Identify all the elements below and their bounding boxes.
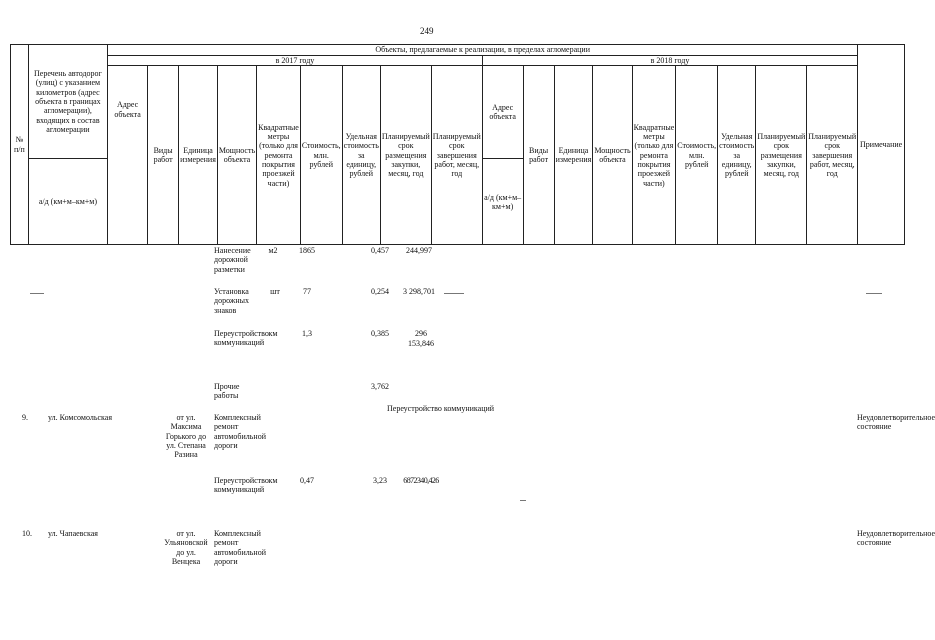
col-sqm-2018: Квадратные метры (только для ремонта покрытия проезжей части) [632,66,676,245]
r9-capacity: 0,47 [300,476,314,485]
col-num-header: № п/п [11,45,29,245]
markup-cost: 0,457 [371,246,389,255]
markup-unit-cost: 244,997 [406,246,432,255]
r10-num: 10. [22,529,32,538]
section-label: Переустройство коммуникаций [387,404,495,413]
col-note-header: Примечание [858,45,905,245]
utilities-cost: 0,385 [371,329,389,338]
col-ad-2018: а/д (км+м–км+м) [482,159,523,245]
markup-work: Нанесение дорожной разметки [214,246,251,274]
signs-cost: 0,254 [371,287,389,296]
col-capacity-2018: Мощность объекта [593,66,632,245]
r9-street: ул. Комсомольская [48,413,113,422]
col-unit-2018: Единица измерения [554,66,593,245]
col-plan-finish-2017: Планируемый срок завершения работ, месяц, год [431,66,482,245]
scan-smudge [866,293,882,294]
page-number: 249 [420,26,434,36]
scan-smudge [444,293,464,294]
r9-work1: Комплексный ремонт автомобильной дороги [214,413,266,450]
r9-address: от ул. Максима Горького до ул. Степана Разина [165,413,207,460]
signs-work: Установка дорожных знаков [214,287,250,315]
col-unit-2017: Единица измерения [179,66,218,245]
scan-smudge [520,500,526,501]
col-unit-cost-2017: Удельная стоимость за единицу, рублей [342,66,380,245]
col-ad-header: а/д (км+м–км+м) [28,159,107,245]
col-works-2018: Виды работ [523,66,554,245]
year-2017-header: в 2017 году [108,56,483,66]
year-2018-header: в 2018 году [482,56,857,66]
header-table [10,44,905,245]
r10-address: от ул. Ульяновской до ул. Венцека [164,529,208,566]
scan-smudge [30,293,44,294]
other-work: Прочие работы [214,382,240,401]
objects-title: Объекты, предлагаемые к реализации, в пределах агломерации [108,45,858,56]
markup-capacity: 1865 [299,246,315,255]
r9-note: Неудовлетворительное состояние [857,413,935,432]
col-plan-purchase-2017: Планируемый срок размещения закупки, месяц, год [380,66,431,245]
col-plan-finish-2018: Планируемый срок завершения работ, месяц, год [807,66,858,245]
col-address-2018: Адрес объекта [482,66,523,159]
utilities-unit-cost-a: 296 [415,329,427,338]
r9-num: 9. [22,413,28,422]
signs-capacity: 77 [303,287,311,296]
r10-street: ул. Чапаевская [48,529,98,538]
col-cost-2018: Стоимость, млн. рублей [676,66,718,245]
signs-unit: шт [270,287,280,296]
col-cost-2017: Стоимость, млн. рублей [300,66,342,245]
col-address-header: Адрес объекта [108,66,148,245]
r9-work2: Переустройство коммуникаций [214,476,269,495]
col-plan-purchase-2018: Планируемый срок размещения закупки, месяц, год [756,66,807,245]
r9-unit-cost: 6872340,426 [403,476,439,485]
col-roads-header: Перечень автодорог (улиц) с указанием километров (адрес объекта в границах агломерации), входящих в состав агломерации [28,45,107,159]
col-sqm-2017: Квадратные метры (только для ремонта покрытия проезжей части) [257,66,301,245]
col-unit-cost-2018: Удельная стоимость за единицу, рублей [718,66,756,245]
col-capacity-2017: Мощность объекта [217,66,256,245]
other-cost: 3,762 [371,382,389,391]
r10-work1: Комплексный ремонт автомобильной дороги [214,529,266,566]
markup-unit: м2 [268,246,278,255]
utilities-unit-cost-b: 153,846 [408,339,434,348]
signs-unit-cost: 3 298,701 [403,287,435,296]
col-works-2017: Виды работ [148,66,179,245]
utilities-work: Переустройство коммуникаций [214,329,269,348]
utilities-capacity: 1,3 [302,329,312,338]
r9-cost: 3,23 [373,476,387,485]
r10-note: Неудовлетворительное состояние [857,529,935,548]
utilities-unit: км [268,329,278,338]
r9-unit: км [268,476,278,485]
